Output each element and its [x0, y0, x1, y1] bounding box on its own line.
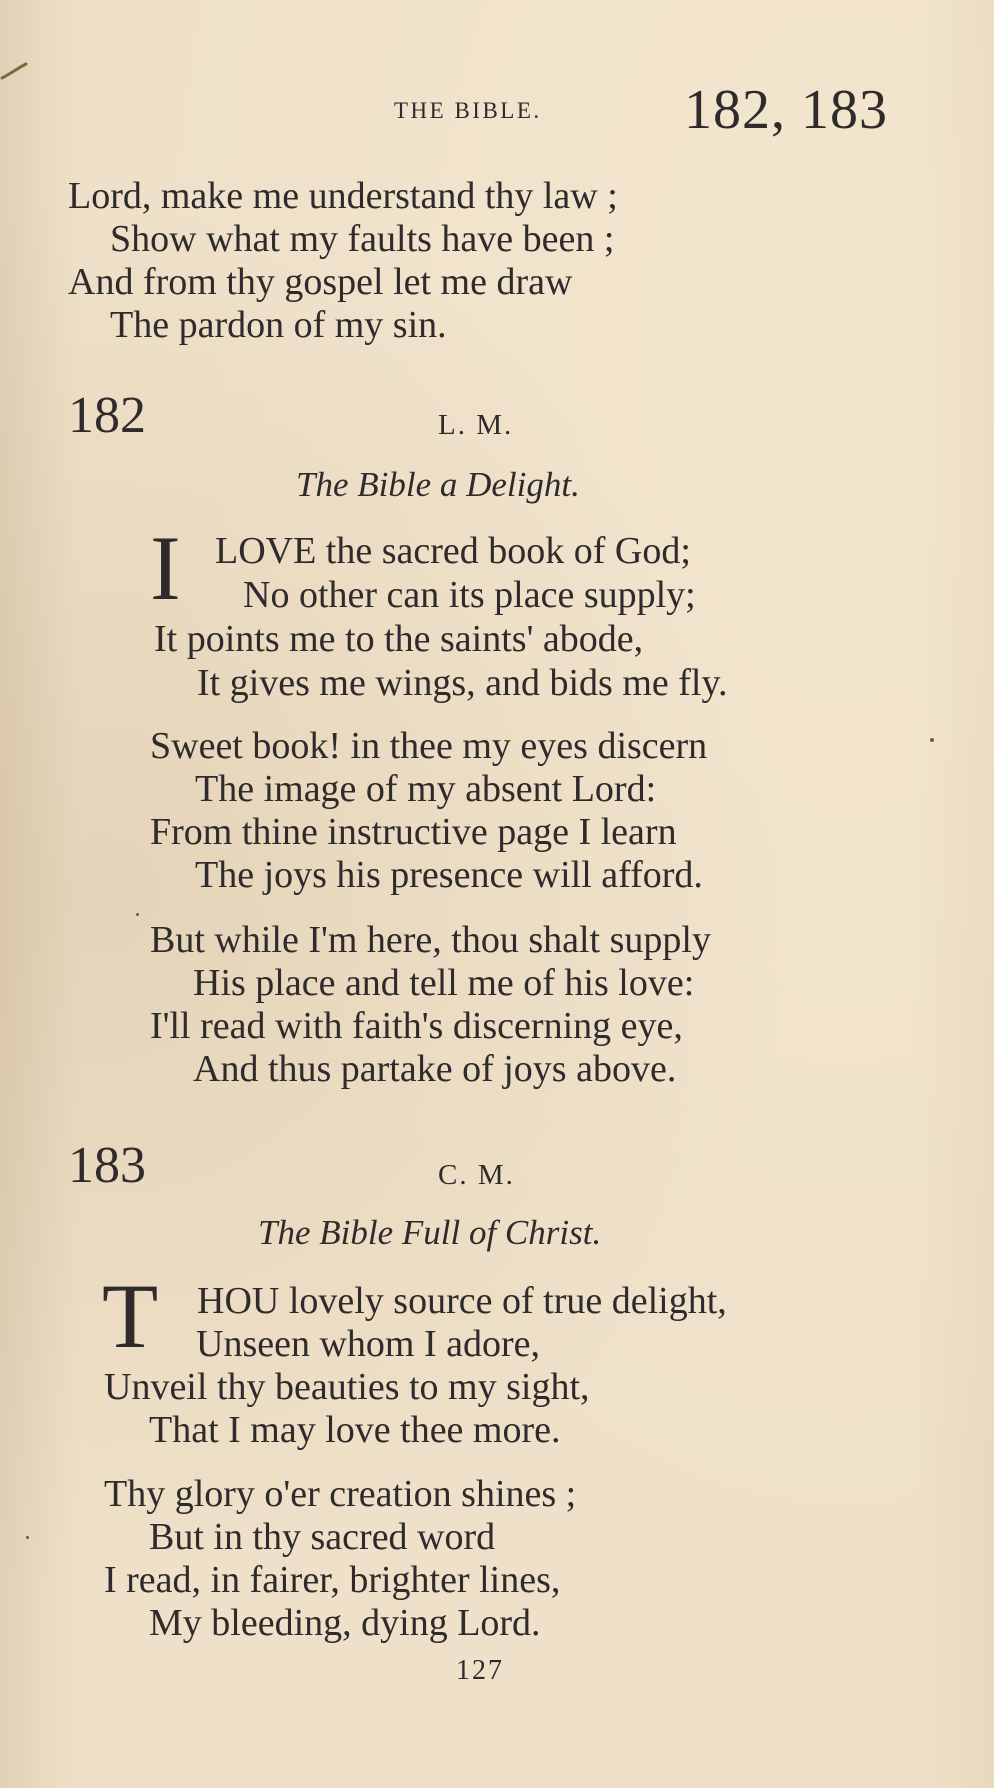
- hymn-line: HOU lovely source of true delight,: [197, 1280, 727, 1322]
- continuation-line: Show what my faults have been ;: [110, 218, 615, 260]
- hymn-title: The Bible a Delight.: [296, 465, 580, 504]
- page-numbers: 182, 183: [684, 79, 888, 141]
- hymn-title: The Bible Full of Christ.: [258, 1213, 602, 1252]
- hymn-number: 182: [68, 387, 146, 444]
- hymn-line: The image of my absent Lord:: [195, 768, 657, 810]
- hymn-line: But while I'm here, thou shalt supply: [150, 919, 711, 961]
- hymn-line: Unveil thy beauties to my sight,: [104, 1366, 590, 1408]
- hymn-line: LOVE the sacred book of God;: [215, 530, 691, 572]
- page-folio: 127: [456, 1655, 504, 1686]
- running-title: THE BIBLE.: [394, 98, 542, 123]
- drop-cap: I: [150, 517, 181, 619]
- hymn-line: The joys his presence will afford.: [195, 854, 703, 896]
- pencil-mark: [0, 62, 28, 80]
- hymn-line: It points me to the saints' abode,: [154, 618, 644, 660]
- hymn-line: No other can its place supply;: [243, 574, 696, 616]
- hymn-meter: C. M.: [438, 1159, 515, 1191]
- hymn-line: My bleeding, dying Lord.: [149, 1602, 541, 1644]
- drop-cap: T: [102, 1265, 159, 1367]
- hymn-line: I'll read with faith's discerning eye,: [150, 1005, 683, 1047]
- hymn-line: From thine instructive page I learn: [150, 811, 677, 853]
- hymn-line: But in thy sacred word: [149, 1516, 496, 1558]
- hymn-line: Thy glory o'er creation shines ;: [104, 1473, 577, 1515]
- continuation-line: And from thy gospel let me draw: [68, 261, 573, 303]
- hymn-line: Unseen whom I adore,: [196, 1323, 541, 1365]
- hymn-line: That I may love thee more.: [149, 1409, 561, 1451]
- paper-speck: [136, 913, 139, 916]
- continuation-line: The pardon of my sin.: [110, 304, 447, 346]
- hymn-meter: L. M.: [438, 409, 514, 441]
- hymn-line: His place and tell me of his love:: [193, 962, 695, 1004]
- paper-speck: [26, 1536, 29, 1539]
- hymn-line: Sweet book! in thee my eyes discern: [150, 725, 708, 767]
- paper-speck: [930, 738, 934, 742]
- hymn-line: I read, in fairer, brighter lines,: [104, 1559, 561, 1601]
- hymn-number: 183: [68, 1137, 146, 1194]
- hymn-line: It gives me wings, and bids me fly.: [197, 662, 728, 704]
- hymn-line: And thus partake of joys above.: [193, 1048, 677, 1090]
- continuation-line: Lord, make me understand thy law ;: [68, 175, 618, 217]
